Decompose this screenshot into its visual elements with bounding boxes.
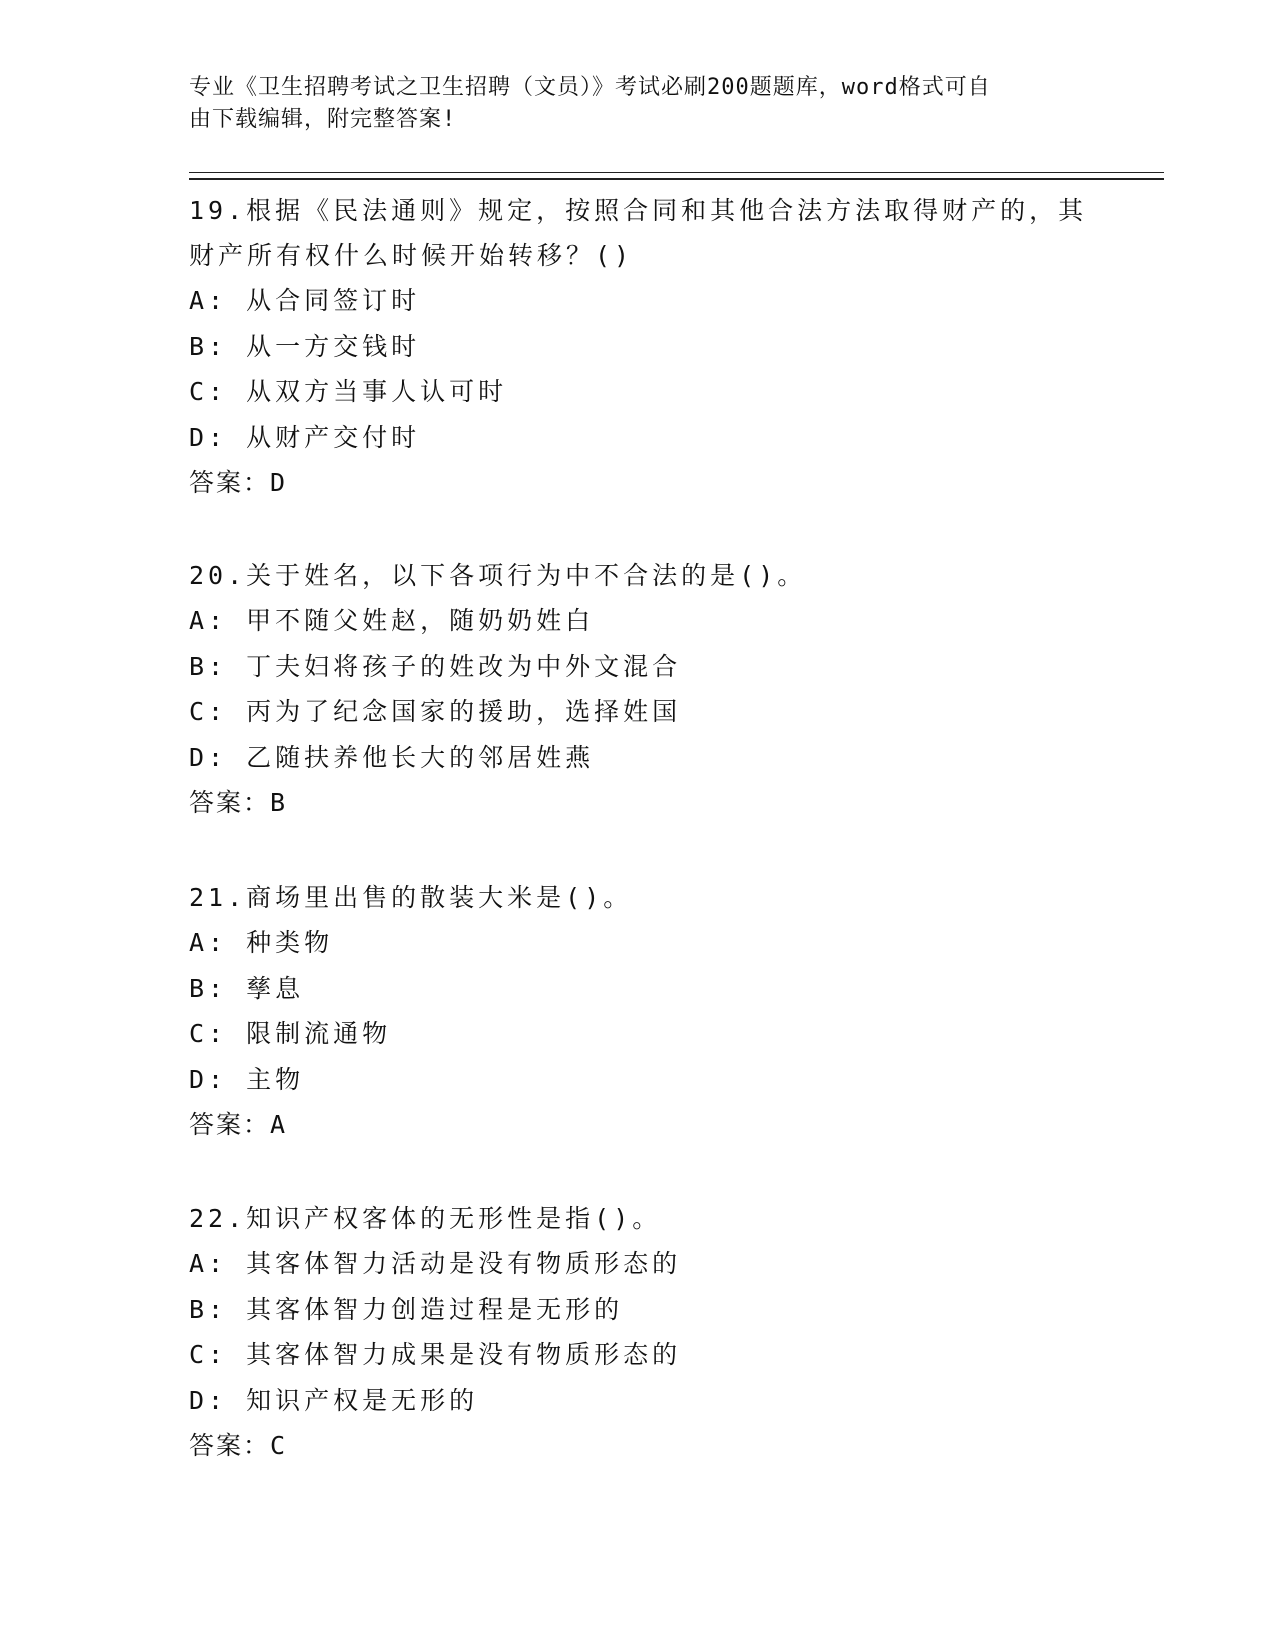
option-b: B: 丁夫妇将孩子的姓改为中外文混合: [189, 651, 682, 681]
question-block: [189, 553, 1089, 826]
answer-line: 答案：D: [189, 468, 288, 497]
option-a: A: 其客体智力活动是没有物质形态的: [189, 1249, 682, 1278]
header-divider: [189, 178, 1164, 180]
answer-line: 答案：C: [189, 1431, 288, 1460]
option-c: C: 其客体智力成果是没有物质形态的: [189, 1340, 682, 1369]
question-stem: 20.关于姓名，以下各项行为中不合法的是()。: [189, 561, 807, 590]
question-block: [189, 1196, 1089, 1469]
header-line: 由下载编辑，附完整答案!: [189, 107, 457, 132]
option-c: C: 限制流通物: [189, 1019, 392, 1048]
option-a: A: 种类物: [189, 928, 334, 957]
option-b: B: 孳息: [189, 973, 305, 1003]
option-c: C: 丙为了纪念国家的援助，选择姓国: [189, 697, 682, 726]
answer-line: 答案：B: [189, 788, 288, 817]
option-a: A: 甲不随父姓赵，随奶奶姓白: [189, 606, 595, 635]
question-stem: 21.商场里出售的散装大米是()。: [189, 883, 633, 912]
question-stem: 19.根据《民法通则》规定，按照合同和其他合法方法取得财产的，其: [189, 196, 1088, 225]
option-b: B: 从一方交钱时: [189, 331, 421, 361]
option-d: D: 主物: [189, 1064, 305, 1094]
option-c: C: 从双方当事人认可时: [189, 377, 508, 406]
option-d: D: 乙随扶养他长大的邻居姓燕: [189, 742, 595, 772]
option-d: D: 从财产交付时: [189, 422, 421, 452]
question-stem: 财产所有权什么时候开始转移？(): [189, 241, 634, 270]
question-block: [189, 875, 1089, 1148]
option-a: A: 从合同签订时: [189, 286, 421, 315]
option-b: B: 其客体智力创造过程是无形的: [189, 1294, 624, 1324]
option-d: D: 知识产权是无形的: [189, 1385, 479, 1415]
question-stem: 22.知识产权客体的无形性是指()。: [189, 1204, 662, 1233]
header-divider: [189, 172, 1164, 173]
header-line: 专业《卫生招聘考试之卫生招聘（文员）》考试必刷200题题库，word格式可自: [189, 75, 991, 100]
document-header: [189, 72, 1069, 136]
question-block: [189, 188, 1089, 506]
answer-line: 答案：A: [189, 1110, 288, 1139]
